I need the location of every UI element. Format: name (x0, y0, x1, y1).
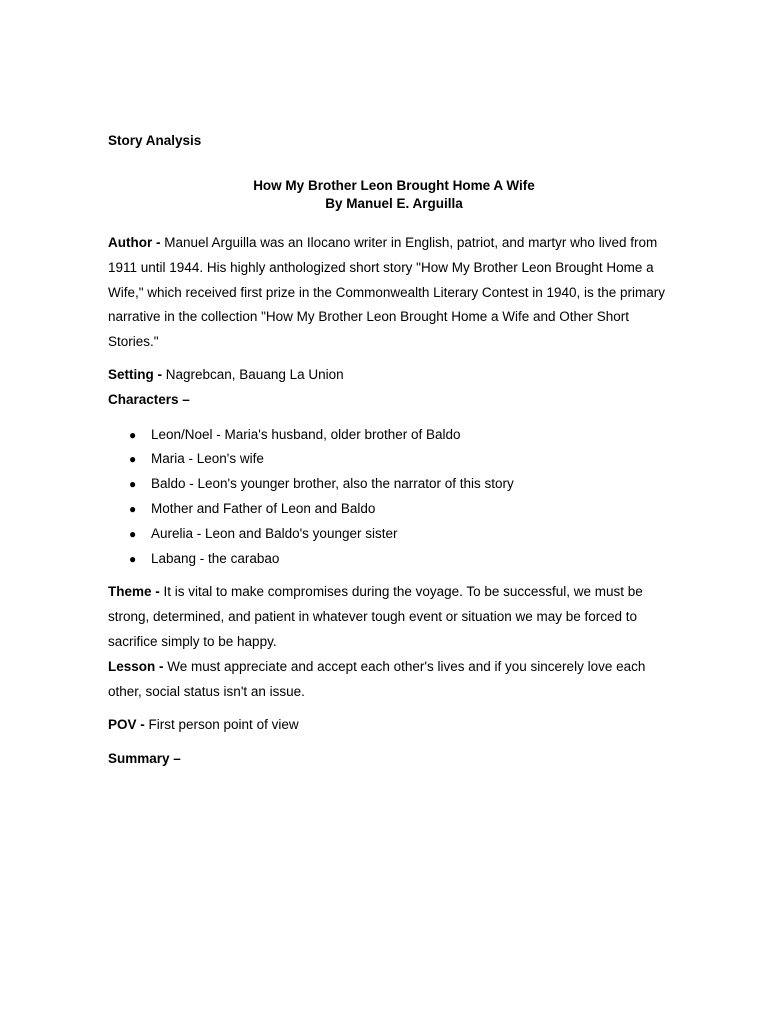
character-text: Baldo - Leon's younger brother, also the narrator of this story (151, 476, 514, 492)
pov-text: First person point of view (144, 717, 299, 733)
theme-paragraph (108, 580, 680, 654)
list-item (108, 447, 680, 472)
list-item (108, 547, 680, 572)
character-text: Labang - the carabao (151, 550, 280, 566)
lesson-text: We must appreciate and accept each other's lives and if you sincerely love each other, social status isn't an issue. (108, 658, 646, 699)
document-label: Story Analysis (108, 133, 202, 148)
author-text: Manuel Arguilla was an Ilocano writer in English, patriot, and martyr who lived from 1911 until 1944. His highly anthologized short story "How My Brother Leon Brought Home a Wife," which received first prize in the Commonwealth Literary Contest in 1940, is the primary narrative in the collection "How My Brother Leon Brought Home a Wife and Other Short Stories." (108, 235, 666, 350)
title-block (108, 177, 680, 213)
bullet-icon: ● (129, 477, 137, 492)
summary-label: Summary – (108, 751, 181, 767)
theme-text: It is vital to make compromises during the voyage. To be successful, we must be strong, determined, and patient in whatever tough event or situation we may be forced to sacrifice simply to be happy. (108, 584, 643, 649)
document-content (108, 131, 680, 772)
bullet-icon: ● (129, 427, 137, 442)
character-text: Maria - Leon's wife (151, 451, 264, 467)
lesson-paragraph (108, 655, 680, 705)
character-text: Mother and Father of Leon and Baldo (151, 500, 376, 516)
list-item (108, 423, 680, 448)
setting-label: Setting - (108, 366, 162, 382)
list-item (108, 497, 680, 522)
bullet-icon: ● (129, 501, 137, 516)
setting-paragraph (108, 363, 680, 388)
story-title: How My Brother Leon Brought Home A Wife (253, 178, 535, 193)
characters-heading (108, 388, 680, 413)
bullet-icon: ● (129, 551, 137, 566)
setting-text: Nagrebcan, Bauang La Union (162, 366, 344, 382)
lesson-label: Lesson - (108, 658, 164, 674)
pov-label: POV - (108, 717, 145, 733)
list-item (108, 522, 680, 547)
pov-paragraph (108, 713, 680, 738)
bullet-icon: ● (129, 452, 137, 467)
theme-label: Theme - (108, 584, 160, 600)
bullet-icon: ● (129, 526, 137, 541)
characters-list (108, 423, 680, 572)
story-byline: By Manuel E. Arguilla (325, 196, 463, 211)
character-text: Aurelia - Leon and Baldo's younger sister (151, 525, 398, 541)
summary-heading (108, 747, 680, 772)
characters-label: Characters – (108, 391, 190, 407)
author-label: Author - (108, 235, 161, 250)
character-text: Leon/Noel - Maria's husband, older brother of Baldo (151, 426, 461, 442)
list-item (108, 472, 680, 497)
author-paragraph (108, 231, 680, 355)
